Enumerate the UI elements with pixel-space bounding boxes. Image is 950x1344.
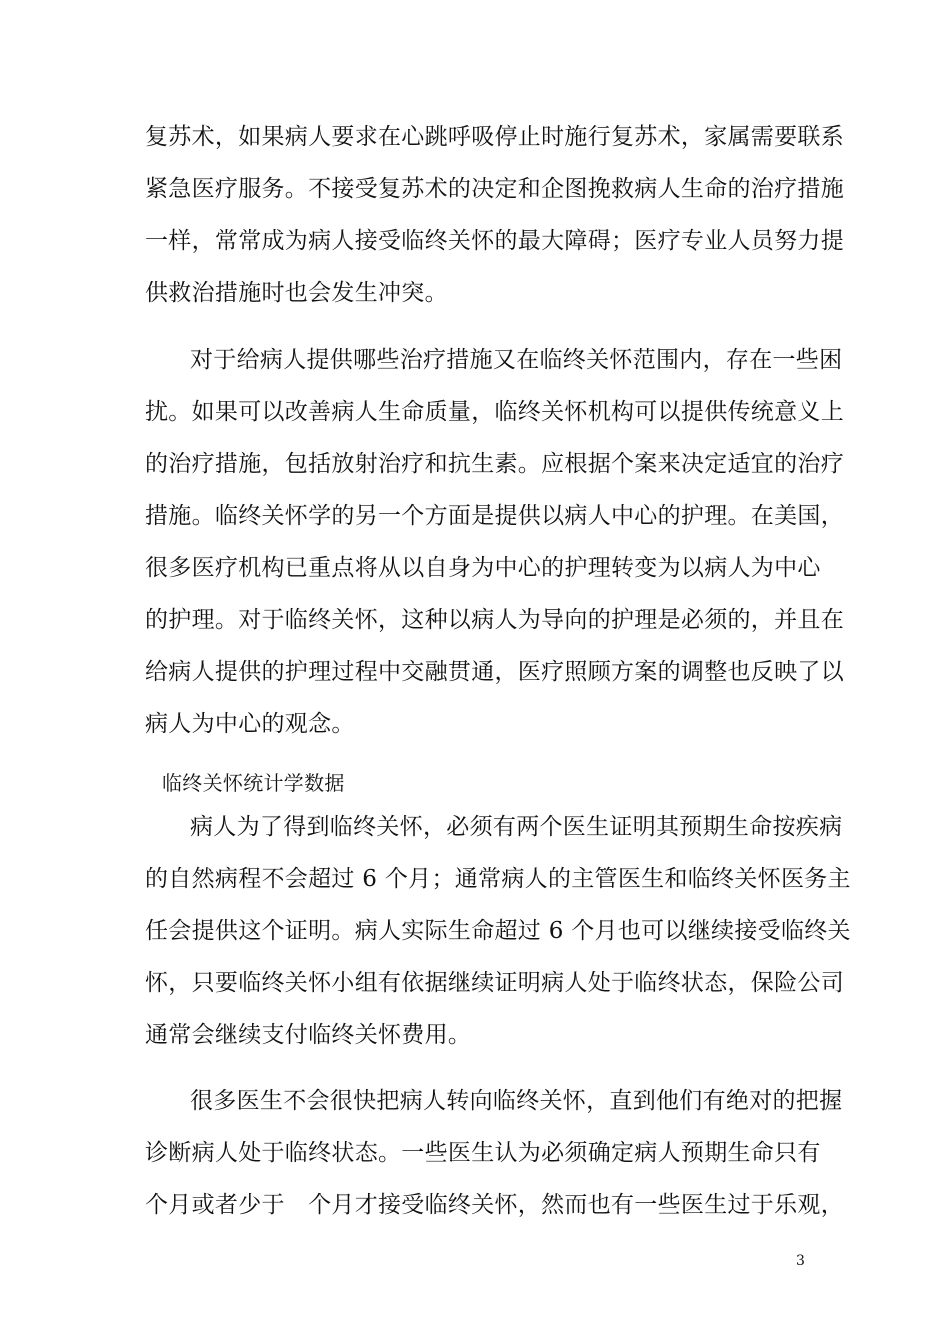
section-heading: 临终关怀统计学数据 xyxy=(162,771,345,795)
text-line: 的自然病程不会超过 6 个月；通常病人的主管医生和临终关怀医务主 xyxy=(145,866,851,892)
text-line: 病人为中心的观念。 xyxy=(145,711,355,737)
text-line: 病人为了得到临终关怀，必须有两个医生证明其预期生命按疾病 xyxy=(190,814,843,840)
text-line: 通常会继续支付临终关怀费用。 xyxy=(145,1022,472,1048)
text-line: 诊断病人处于临终状态。一些医生认为必须确定病人预期生命只有 xyxy=(145,1140,821,1166)
text-line: 的护理。对于临终关怀，这种以病人为导向的护理是必须的，并且在 xyxy=(145,607,844,633)
text-line: 扰。如果可以改善病人生命质量，临终关怀机构可以提供传统意义上 xyxy=(145,399,844,425)
text-line: 复苏术，如果病人要求在心跳呼吸停止时施行复苏术，家属需要联系 xyxy=(145,124,844,150)
page-number: 3 xyxy=(796,1253,805,1269)
text-line: 措施。临终关怀学的另一个方面是提供以病人中心的护理。在美国， xyxy=(145,503,844,529)
text-line: 给病人提供的护理过程中交融贯通，医疗照顾方案的调整也反映了以 xyxy=(145,659,844,685)
text-line: 供救治措施时也会发生冲突。 xyxy=(145,280,448,306)
text-line: 的治疗措施，包括放射治疗和抗生素。应根据个案来决定适宜的治疗 xyxy=(145,451,844,477)
text-line: 一样，常常成为病人接受临终关怀的最大障碍；医疗专业人员努力提 xyxy=(145,228,844,254)
text-line: 任会提供这个证明。病人实际生命超过 6 个月也可以继续接受临终关 xyxy=(145,918,851,944)
text-line: 个月或者少于 个月才接受临终关怀，然而也有一些医生过于乐观， xyxy=(145,1192,844,1218)
text-line: 怀，只要临终关怀小组有依据继续证明病人处于临终状态，保险公司 xyxy=(145,970,844,996)
text-line: 很多医疗机构已重点将从以自身为中心的护理转变为以病人为中心 xyxy=(145,555,821,581)
text-line: 对于给病人提供哪些治疗措施又在临终关怀范围内，存在一些困 xyxy=(190,347,843,373)
text-line: 紧急医疗服务。不接受复苏术的决定和企图挽救病人生命的治疗措施 xyxy=(145,176,844,202)
text-line: 很多医生不会很快把病人转向临终关怀，直到他们有绝对的把握 xyxy=(190,1088,843,1114)
